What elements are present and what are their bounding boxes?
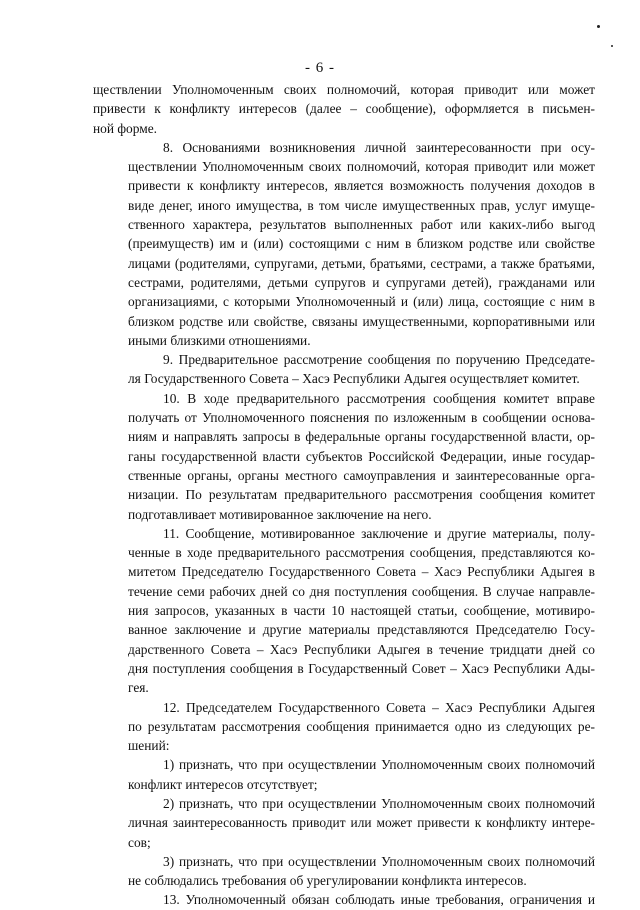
text-line: подготавливает мотивированное заключение на него.	[128, 506, 432, 522]
text-line: 9. Предварительное рассмотрение сообщения по поручению Председате-	[163, 352, 595, 368]
text-line: митетом Председателю Государственного Совета – Хасэ Республики Адыгея в	[128, 564, 595, 580]
text-line: близком родстве или свойстве, связаны имущественными, корпоративными или	[128, 313, 595, 329]
text-line: организациями, с которыми Уполномоченный и (или) лица, состоящие с ним в	[128, 294, 595, 310]
text-line: ченные в ходе предварительного рассмотрения сообщения, представляются ко-	[128, 545, 595, 561]
text-line: ственного характера, результатов выполненных работ или каких-либо выгод	[128, 217, 595, 233]
text-line: виде денег, иного имущества, в том числе имущественных прав, услуг имуще-	[128, 197, 595, 213]
paragraph-p9	[93, 350, 595, 389]
text-line: 13. Уполномоченный обязан соблюдать иные требования, ограничения и	[163, 892, 595, 908]
paragraph-p12	[93, 698, 595, 756]
text-line: получать от Уполномоченного пояснения по изложенным в сообщении основа-	[128, 410, 595, 426]
text-line: низации. По результатам предварительного рассмотрения сообщения комитет	[128, 487, 595, 503]
text-line: конфликт интересов отсутствует;	[128, 776, 318, 792]
text-line: дарственного Совета – Хасэ Республики Адыгея в течение тридцати дней со	[128, 641, 595, 657]
text-line: не соблюдались требования об урегулировании конфликта интересов.	[128, 873, 527, 889]
text-line: 10. В ходе предварительного рассмотрения сообщения комитет вправе	[163, 390, 595, 406]
text-line: ществлении Уполномоченным своих полномочий, которая приводит или может	[93, 82, 595, 97]
text-line: сестрами, родителями, детьми супругов и супругами детей), гражданами или	[128, 274, 595, 290]
text-line: личная заинтересованность приводит или может привести к конфликту интере-	[128, 815, 595, 831]
text-line: ществлении Уполномоченным своих полномочий, которая приводит или может	[128, 159, 595, 175]
text-line: ной форме.	[93, 120, 158, 136]
text-line: ственные органы, органы местного самоуправления и заинтересованные орга-	[128, 467, 595, 483]
page-number: - 6 -	[305, 60, 335, 76]
text-line: гея.	[128, 680, 149, 696]
text-line: лицами (родителями, супругами, детьми, братьями, сестрами, а также братьями,	[128, 255, 595, 271]
text-line: ля Государственного Совета – Хасэ Республики Адыгея осуществляет комитет.	[128, 371, 580, 387]
paragraph-p13	[93, 890, 595, 909]
text-line: течение семи рабочих дней со дня поступления сообщения. В случае направле-	[128, 583, 595, 599]
paragraph-p10	[93, 389, 595, 524]
scan-speck-mark	[597, 25, 600, 28]
text-line: 8. Основаниями возникновения личной заинтересованности при осу-	[163, 139, 595, 155]
text-line: по результатам рассмотрения сообщения принимается одно из следующих ре-	[128, 718, 595, 734]
text-line: привести к конфликту интересов (далее – сообщение), оформляется в письмен-	[93, 101, 595, 117]
text-line: ванное заключение и другие материалы представляются Председателю Госу-	[128, 622, 595, 638]
paragraph-p12-3	[93, 852, 595, 891]
text-line: дня поступления сообщения в Государственный Совет – Хасэ Республики Ады-	[128, 660, 595, 676]
paragraph-p12-1	[93, 755, 595, 794]
text-line: 2) признать, что при осуществлении Уполномоченным своих полномочий	[163, 795, 595, 811]
text-line: ния запросов, указанных в части 10 настоящей статьи, сообщение, мотивиро-	[128, 603, 595, 619]
text-line: 12. Председателем Государственного Совета – Хасэ Республики Адыгея	[163, 699, 595, 715]
text-line: ганы государственной власти субъектов Российской Федерации, иные государ-	[128, 448, 595, 464]
paragraph-p8	[93, 138, 595, 350]
text-line: шений:	[128, 738, 170, 754]
text-line: 3) признать, что при осуществлении Уполномоченным своих полномочий	[163, 853, 595, 869]
text-line: иными близкими отношениями.	[128, 332, 311, 348]
scan-speck-mark	[611, 45, 613, 47]
text-line: (преимуществ) им и (или) состоящими с ним в близком родстве или свойстве	[128, 236, 595, 252]
text-line: сов;	[128, 834, 151, 850]
text-line: ниям и направлять запросы в федеральные органы государственной власти, ор-	[128, 429, 595, 445]
text-line: 11. Сообщение, мотивированное заключение и другие материалы, полу-	[163, 525, 595, 541]
paragraph-p12-2	[93, 794, 595, 852]
paragraph-p-cont	[93, 80, 595, 138]
text-line: привести к конфликту интересов, является возможность получения доходов в	[128, 178, 595, 194]
paragraph-p11	[93, 524, 595, 698]
text-line: 1) признать, что при осуществлении Уполномоченным своих полномочий	[163, 757, 595, 773]
document-body	[93, 80, 595, 910]
